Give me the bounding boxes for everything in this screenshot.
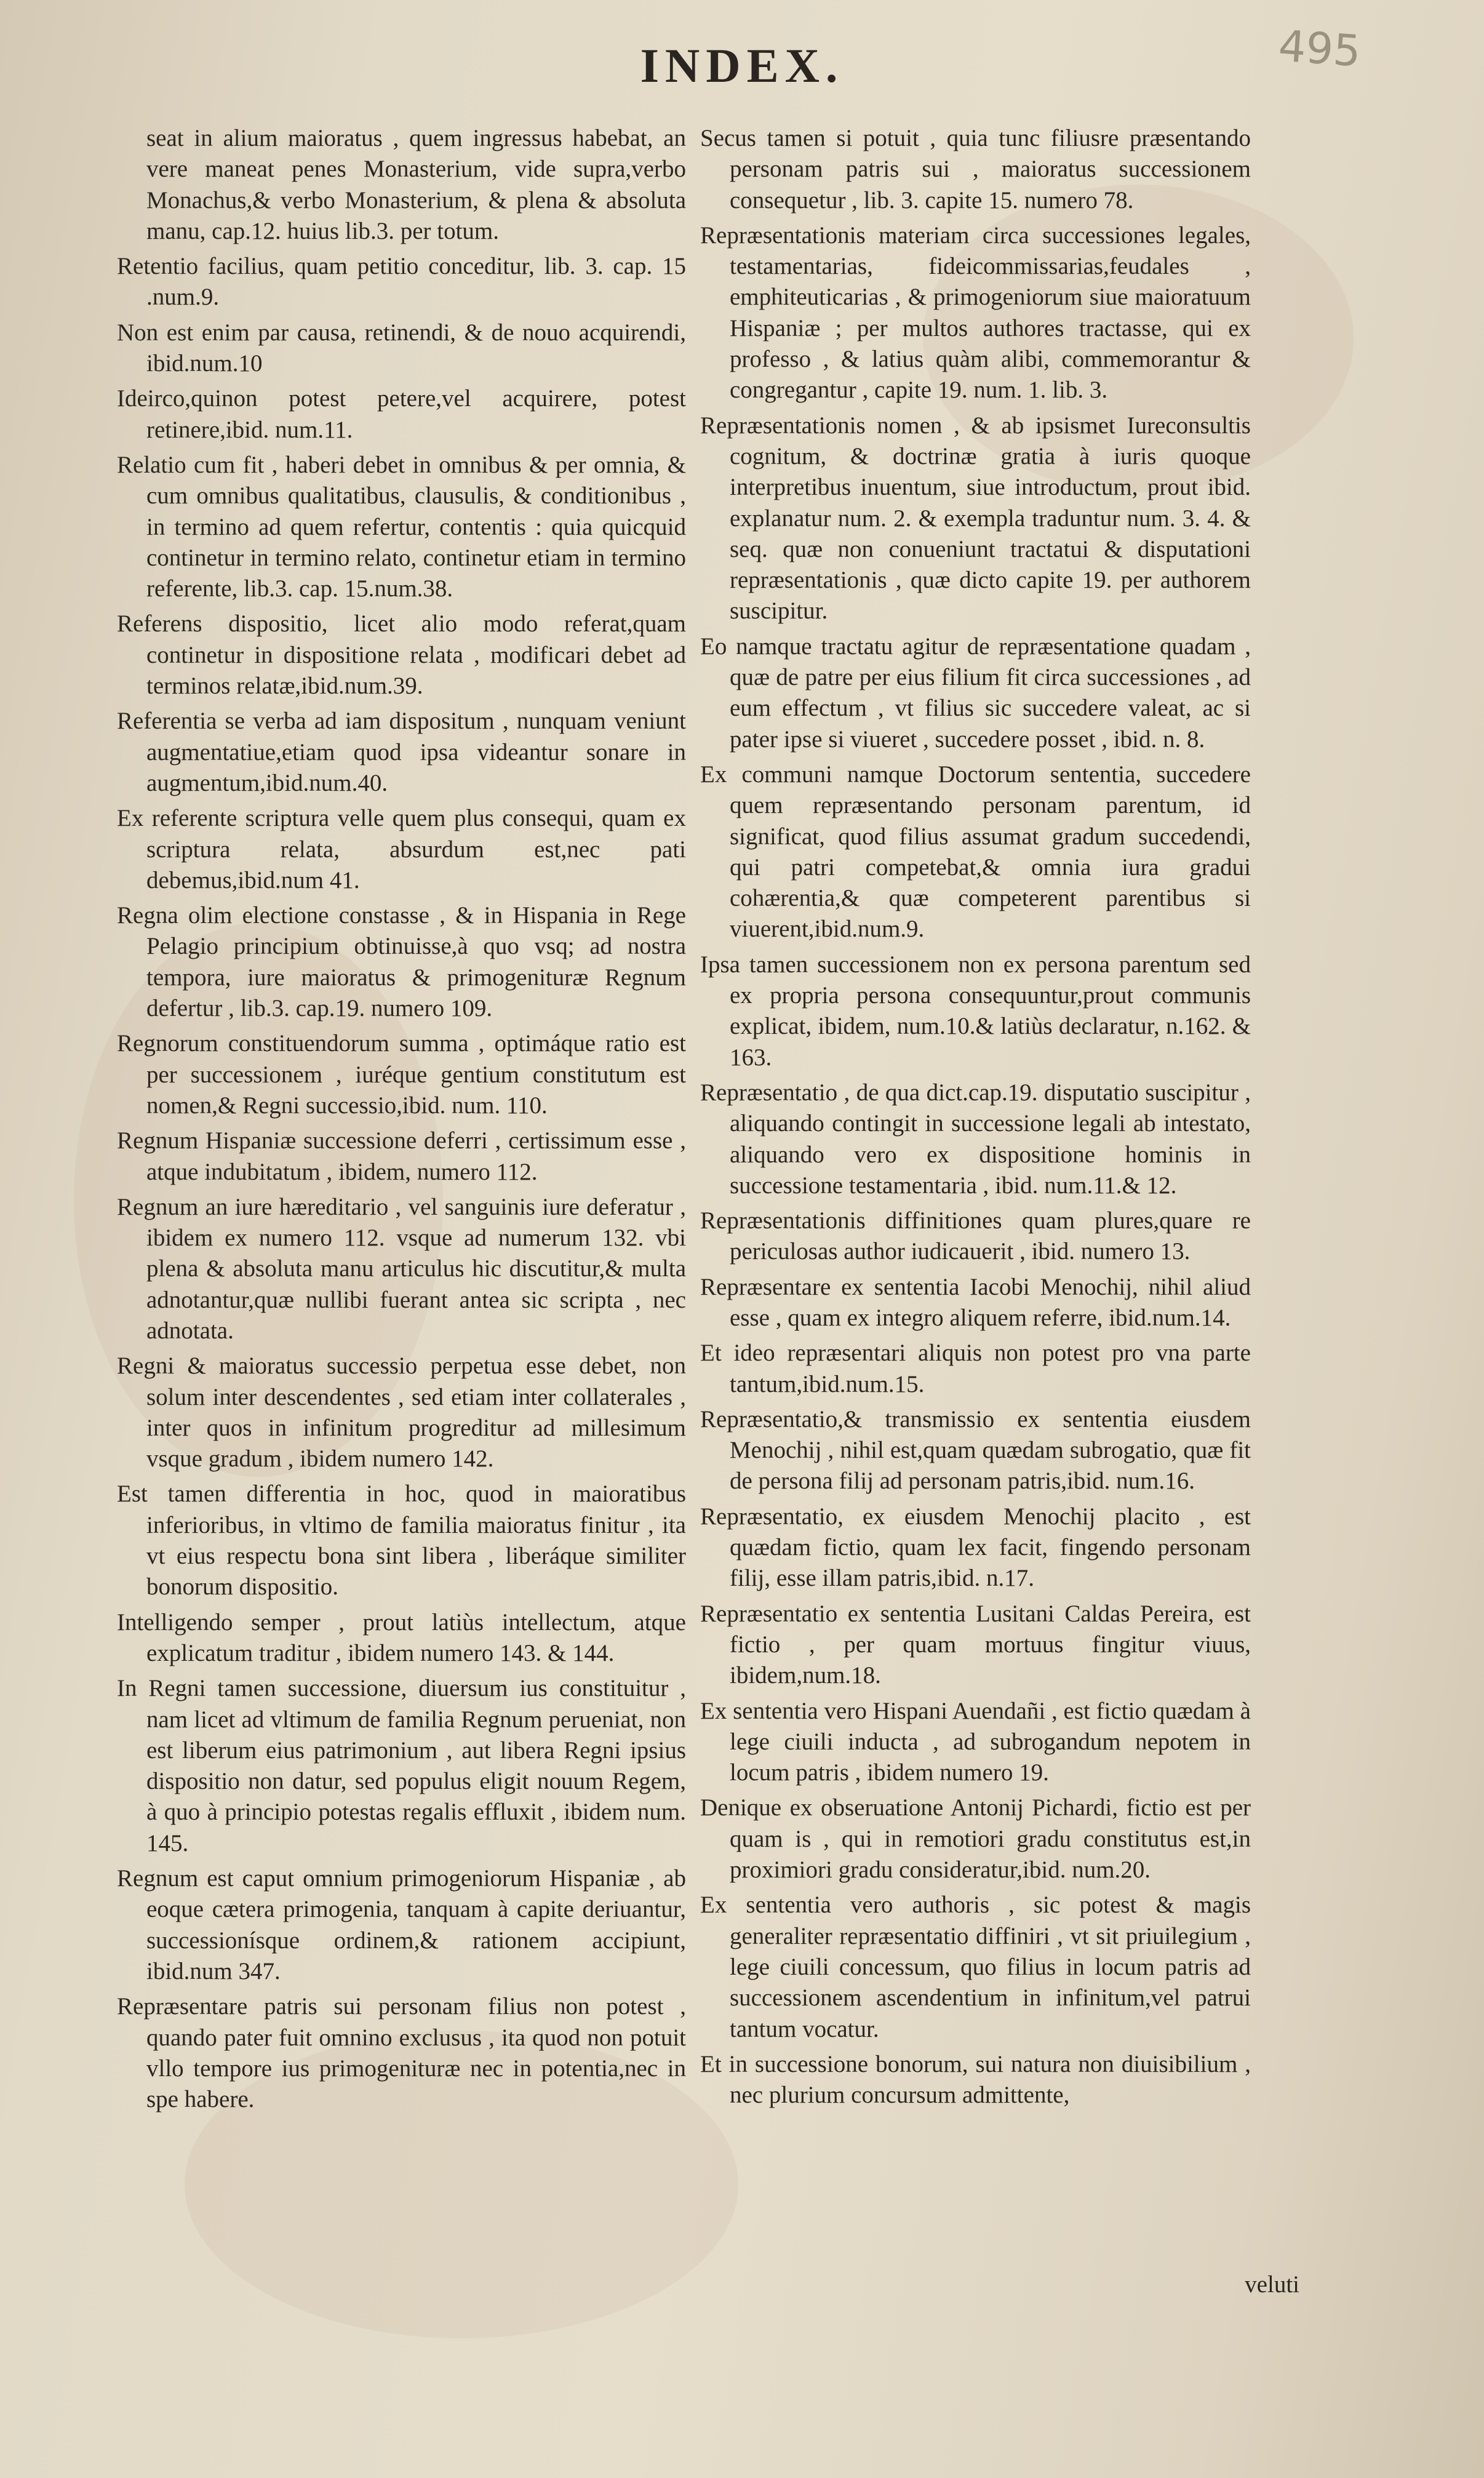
right-column — [700, 123, 1251, 2115]
index-entry: Repræsentationis materiam circa successiones legales, testamentarias, fideicommissarias,feudales , emphiteuticarias , & primogeniorum siue maioratuum Hispaniæ ; per multos authores tractasse, qui ex professo , & latius quàm alibi, commemorantur & congregantur , capite 19. num. 1. lib. 3. — [700, 222, 1251, 404]
index-entry: Repræsentare ex sententia Iacobi Menochij, nihil aliud esse , quam ex integro aliquem referre, ibid.num.14. — [700, 1273, 1251, 1331]
index-entry: Denique ex obseruatione Antonij Pichardi, fictio est per quam is , qui in remotiori gradu constitutus est,in proximiori gradu consideratur,ibid. num.20. — [700, 1794, 1251, 1884]
index-entry: Referentia se verba ad iam dispositum , nunquam veniunt augmentatiue,etiam quod ipsa videantur sonare in augmentum,ibid.num.40. — [117, 708, 686, 796]
index-entry: Regnorum constituendorum summa , optimáque ratio est per successionem , iuréque gentium constitutum est nomen,& Regni successio,ibid. num. 110. — [117, 1030, 686, 1119]
index-entry: Regnum est caput omnium primogeniorum Hispaniæ , ab eoque cætera primogenia, tanquam à capite deriuantur, successionísque ordinem,& rationem accipiunt, ibid.num 347. — [117, 1865, 686, 1984]
folio-number: 495 — [1277, 20, 1363, 77]
left-column — [117, 123, 686, 2119]
index-entry: Retentio facilius, quam petitio conceditur, lib. 3. cap. 15 .num.9. — [117, 253, 686, 311]
index-entry: Regna olim electione constasse , & in Hispania in Rege Pelagio principium obtinuisse,à quo vsq; ad nostra tempora, iure maioratus & primogenituræ Regnum defertur , lib.3. cap.19. numero 109. — [117, 902, 686, 1022]
index-entry: Et ideo repræsentari aliquis non potest pro vna parte tantum,ibid.num.15. — [700, 1340, 1251, 1397]
index-entry: Ex sententia vero Hispani Auendañi , est fictio quædam à lege ciuili inducta , ad subrogandum nepotem in locum patris , ibidem numero 19. — [700, 1697, 1251, 1786]
index-entry: Repræsentatio,& transmissio ex sententia eiusdem Menochij , nihil est,quam quædam subrogatio, quæ fit de persona filij ad personam patris,ibid. num.16. — [700, 1405, 1251, 1495]
index-entry: Intelligendo semper , prout latiùs intellectum, atque explicatum traditur , ibidem numero 143. & 144. — [117, 1609, 686, 1666]
index-entry: Secus tamen si potuit , quia tunc filiusre præsentando personam patris sui , maioratus successionem consequetur , lib. 3. capite 15. numero 78. — [700, 125, 1251, 214]
index-entry: Repræsentationis nomen , & ab ipsismet Iureconsultis cognitum, & doctrinæ gratia à iuris quoque interpretibus inuentum, siue introductum, prout ibid. explanatur num. 2. & exempla traduntur num. 3. 4. & seq. quæ non conueniunt tractatui & disputationi repræsentationis , quæ dicto capite 19. per authorem suscipitur. — [700, 412, 1251, 625]
index-entry: In Regni tamen successione, diuersum ius constituitur , nam licet ad vltimum de familia Regnum perueniat, non est liberum eius patrimonium , aut libera Regni ipsius dispositio non datur, sed populus eligit nouum Regem, à quo à principio potestas regalis effluxit , ibidem num. 145. — [117, 1675, 686, 1857]
index-entry: Repræsentatio ex sententia Lusitani Caldas Pereira, est fictio , per quam mortuus fingitur viuus, ibidem,num.18. — [700, 1600, 1251, 1689]
index-entry: Referens dispositio, licet alio modo referat,quam continetur in dispositione relata , modificari debet ad terminos relatæ,ibid.num.39. — [117, 610, 686, 700]
index-entry: Et in successione bonorum, sui natura non diuisibilium , nec plurium concursum admittente, — [700, 2050, 1251, 2109]
index-entry: Regnum an iure hæreditario , vel sanguinis iure deferatur , ibidem ex numero 112. vsque ad numerum 132. vbi plena & absoluta manu articulus hic discutitur,& multa adnotantur,quæ nullibi fuerant antea sic scripta , nec adnotata. — [117, 1193, 686, 1344]
index-entry: Relatio cum fit , haberi debet in omnibus & per omnia, & cum omnibus qualitatibus, clausulis, & conditionibus , in termino ad quem refertur, contentis : quia quicquid continetur in termino relato, continetur etiam in termino referente, lib.3. cap. 15.num.38. — [117, 451, 686, 602]
index-entry: Eo namque tractatu agitur de repræsentatione quadam , quæ de patre per eius filium fit circa successiones , ad eum effectum , vt filius sic succedere valeat, ac si pater ipse si viueret , succedere posset , ibid. n. 8. — [700, 633, 1251, 753]
index-entry: Ideirco,quinon potest petere,vel acquirere, potest retinere,ibid. num.11. — [117, 385, 686, 443]
index-entry: Est tamen differentia in hoc, quod in maioratibus inferioribus, in vltimo de familia maioratus finitur , ita vt eius respectu bona sint libera , liberáque similiter bonorum dispositio. — [117, 1481, 686, 1601]
index-entry: Regni & maioratus successio perpetua esse debet, non solum inter descendentes , sed etiam inter collaterales , inter quos in infinitum progreditur ad millesimum vsque gradum , ibidem numero 142. — [117, 1353, 686, 1473]
index-entry: Ipsa tamen successionem non ex persona parentum sed ex propria persona consequuntur,prout communis explicat, ibidem, num.10.& latiùs declaratur, n.162. & 163. — [700, 951, 1251, 1071]
index-entry: Ex referente scriptura velle quem plus consequi, quam ex scriptura relata, absurdum est,nec pati debemus,ibid.num 41. — [117, 805, 686, 893]
index-entry: Repræsentatio, ex eiusdem Menochij placito , est quædam fictio, quam lex facit, fingendo personam filij, esse illam patris,ibid. n.17. — [700, 1503, 1251, 1592]
index-entry: Regnum Hispaniæ successione deferri , certissimum esse , atque indubitatum , ibidem, numero 112. — [117, 1127, 686, 1185]
index-entry: Repræsentationis diffinitiones quam plures,quare re periculosas author iudicauerit , ibid. numero 13. — [700, 1207, 1251, 1265]
index-entry: seat in alium maioratus , quem ingressus habebat, an vere maneat penes Monasterium, vide supra,verbo Monachus,& verbo Monasterium, & plena & absoluta manu, cap.12. huius lib.3. per totum. — [146, 125, 686, 244]
page-title: INDEX. — [640, 39, 844, 92]
index-entry: Repræsentatio , de qua dict.cap.19. disputatio suscipitur , aliquando contingit in successione legali ab intestato, aliquando vero ex dispositione hominis in successione testamentaria , ibid. num.11.& 12. — [700, 1079, 1251, 1199]
catchword: veluti — [1245, 2271, 1299, 2298]
index-entry: Ex sententia vero authoris , sic potest & magis generaliter repræsentatio diffiniri , vt sit priuilegium , lege ciuili concessum, quo filius in locum patris ad successionem ascendentium in infinitum,vel patrui tantum vocatur. — [700, 1892, 1251, 2042]
index-entry: Ex communi namque Doctorum sententia, succedere quem repræsentando personam parentum, id significat, quod filius assumat gradum succedendi, qui patri competebat,& omnia iura gradui cohærentia,& quæ competerent parentibus si viuerent,ibid.num.9. — [700, 761, 1251, 943]
index-entry: Non est enim par causa, retinendi, & de nouo acquirendi, ibid.num.10 — [117, 319, 686, 377]
index-entry: Repræsentare patris sui personam filius non potest , quando pater fuit omnino exclusus , ita quod non potuit vllo tempore ius primogenituræ nec in potentia,nec in spe habere. — [117, 1993, 686, 2113]
